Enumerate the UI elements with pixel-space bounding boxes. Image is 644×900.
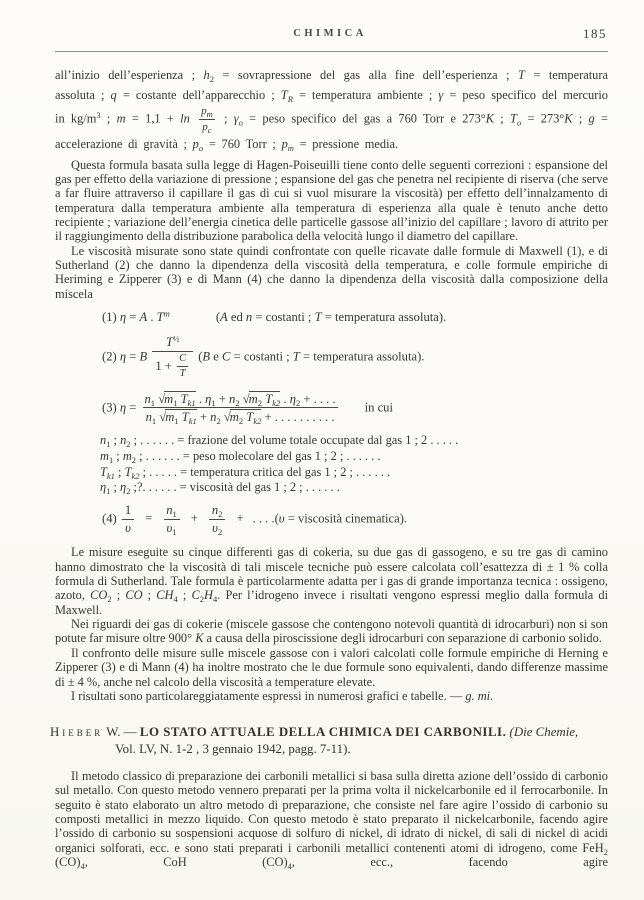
paragraph-viscosity-comparison: Le viscosità misurate sono state quindi confrontate con quelle ricavate dalle formule di Maxwell (1), e di Sutherland (2) che danno la dipendenza della viscosità della temperatura, e colle formule empiriche di Heriming e Zipperer (3) e di Mann (4) che danno la dipendenza della viscosità dalla composizione della miscela bbox=[55, 243, 608, 301]
article-heading bbox=[50, 724, 608, 757]
variable-row-n: $n_1$ ; $n_2$ ; . . . . . . = frazione del volume totale occupate dal gas 1 ; 2 . . . . . bbox=[100, 433, 459, 450]
paragraph-carbonyl-method: Il metodo classico di preparazione dei carbonili metallici si basa sulla diretta azione dell’ossido di carbonio sul metallo. Con questo metodo vennero preparati per la prima volta il nickelcarbonile ed il ferrocarbonile. In seguito è stato elaborato un altro metodo di preparazione, che consiste nel fare agire l’ossido di carbonio su composti metallici in mezzo liquido. Con questo metodo è stato preparato il nickelcarbonile, facendo agire l’ossido di carbonio su sospensioni acquose di solfuro di nickel, di idrato di nickel, di sali di nickel di acidi organici solforati, ecc. e sono stati preparati i carbonili metallici contenenti atomi di idrogeno, come FeH$_2$ $(CO)_4$, CoH $(CO)_4$, ecc., facendo agire bbox=[55, 769, 608, 872]
paragraph-coke-gas: Nei riguardi dei gas di cokerie (miscele gassose che contengono notevoli quantità di idrocarburi) non si son potute far misure oltre 900° K a causa della piroscissione degli idrocarburi con separazione di carbonio solido. bbox=[55, 617, 608, 646]
paragraph-symbols-intro: all’inizio dell’esperienza ; $h_2$ = sovrapressione del gas alla fine dell’esperienza ; T = temperatura assoluta ; q = costante dell’apparecchio ; $T_R$ = temperatura ambiente ; γ = peso specifico del mercurio in $kg/m^3$ ; m = 1,1 + ln $\frac{p_m}{p_c}$ ; $\gamma_o$ = peso specifico del gas a 760 Torr e 273°K ; $T_o = 273^\circ K$ ; g = accelerazione di gravità ; $p_o = 760$ Torr ; $p_m$ = pressione media. bbox=[55, 68, 609, 154]
formula-3-herning-zipperer: (3) η = $\frac{n_1 √m_1 T_{k1} . \eta_1 + n_2 √m_2 T_{k2} . \eta_2 + . . . .}{n_1 √m_1 T_{k1} + n_2 √m_2 T_{k2} + . . . . . . . . . .}$ in cui bbox=[102, 391, 393, 427]
paragraph-measurements: Le misure eseguite su cinque differenti gas di cokeria, su due gas di gassogeno, e su tre gas di camino hanno dimostrato che la viscosità di tali miscele tecniche può essere calcolata coll’esattezza di ± 1 % colla formula di Sutherland. Tale formula è particolarmente adatta per i gas di grande importanza tecnica : ossigeno, azoto, $CO_2$ ; CO ; $CH_4$ ; $C_2H_4$. Per l’idrogeno invece i risultati vengono espressi meglio dalla formula di Maxwell. bbox=[55, 545, 609, 617]
variable-row-eta: $\eta_1$ ; $\eta_2$ ;?. . . . . . = viscosità del gas 1 ; 2 ; . . . . . . bbox=[100, 480, 340, 497]
page-header bbox=[55, 28, 608, 46]
paragraph-formula-comparison: Il confronto delle misure sulle miscele gassose con i valori calcolati colle formule empiriche di Herning e Zipperer (3) e di Mann (4) ha inoltre mostrato che le due formule sono equivalenti, dando differenze massime di ± 4 %, anche nel calcolo della viscosità a temperature elevate. bbox=[55, 645, 608, 689]
header-rule bbox=[55, 51, 608, 52]
paragraph-corrections: Questa formula basata sulla legge di Hagen-Poiseuilli tiene conto delle seguenti correzioni : espansione del gas per effetto della variazione di pressione ; espansione del gas che penetra nel recipiente di riserva (che serve a far fluire attraverso il capillare il gas di cui si vuol misurare la viscosità) per effetto dell’innalzamento di temperatura dalla temperatura ambiente alla temperatura di esperienza alla quale è tenuto anche detto recipiente ; variazione dell’energia cinetica delle particelle gassose all’inizio del capillare ; lavoro di attrito per il raggiungimento della distribuzione parabolica della velocità lungo il diametro del capillare. bbox=[55, 157, 608, 244]
paragraph-results: I risultati sono particolareggiatamente espressi in numerosi grafici e tabelle. — g. mi. bbox=[71, 688, 494, 703]
formula-block bbox=[55, 310, 608, 535]
article-heading-line1: Hieber W. — LO STATO ATTUALE DELLA CHIMICA DEI CARBONILI. (Die Chemie, bbox=[50, 725, 579, 740]
page-number: 185 bbox=[583, 26, 607, 41]
article-heading-line2: Vol. LV, N. 1-2 , 3 gennaio 1942, pagg. 7-11). bbox=[115, 741, 351, 756]
variable-row-T: $T_{k1}$ ; $T_{k2}$ ; . . . . . = temperatura critica del gas 1 ; 2 ; . . . . . . bbox=[100, 464, 391, 481]
formula-4-mann: (4) $\frac{1}{\upsilon}$ = $\frac{n_1}{\upsilon_1}$ + $\frac{n_2}{\upsilon_2}$ + . . . .(υ = viscosità cinematica). bbox=[102, 502, 408, 537]
formula-1-maxwell: (1) η = A . $T^m$ (A ed n = costanti ; T = temperatura assoluta). bbox=[102, 308, 447, 324]
section-title: CHIMICA bbox=[293, 28, 367, 39]
page-content bbox=[50, 26, 609, 872]
variable-definitions bbox=[55, 433, 608, 495]
variable-row-m: $m_1$ ; $m_2$ ; . . . . . . = peso molecolare del gas 1 ; 2 ; . . . . . . bbox=[100, 448, 381, 465]
formula-2-sutherland: (2) η = B $T^{\frac{1}{2}}$ 1 + $\frac{C}{T}$ (B e C = costanti ; T = temperatura assoluta). bbox=[102, 333, 425, 380]
